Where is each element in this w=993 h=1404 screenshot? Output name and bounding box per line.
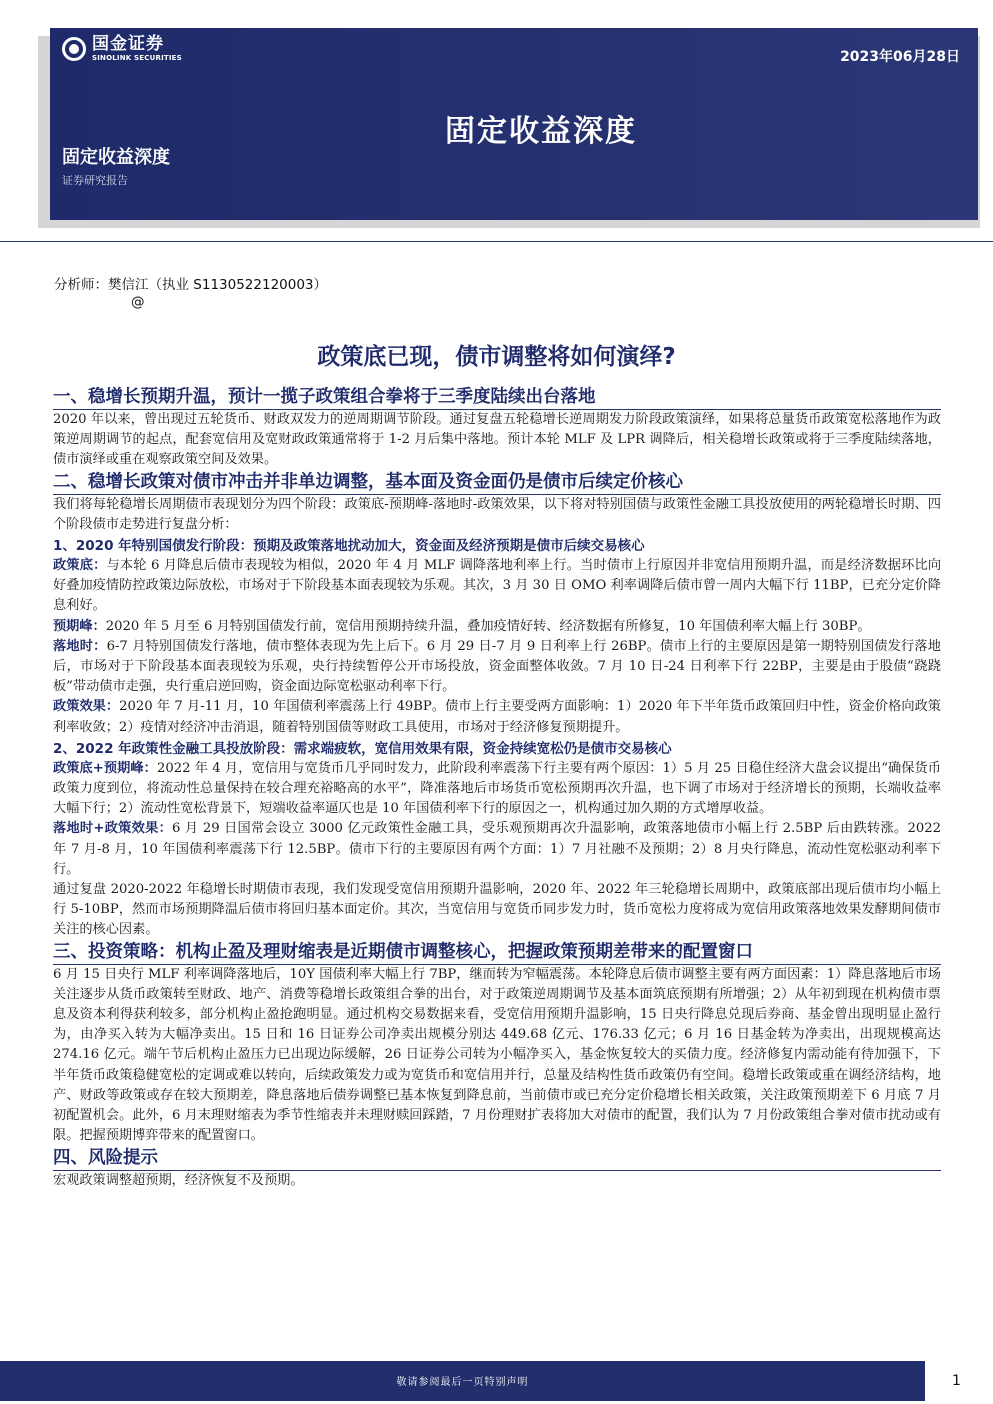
section-heading: 三、投资策略：机构止盈及理财缩表是近期债市调整核心，把握政策预期差带来的配置窗口: [53, 941, 941, 965]
paragraph: 2020 年以来，曾出现过五轮货币、财政双发力的逆周期调节阶段。通过复盘五轮稳增长逆周期发力阶段政策演绎，如果将总量货币政策宽松落地作为政策逆周期调节的起点，配套宽信用及宽财政政策通常将于 1-2 月后集中落地。预计本轮 MLF 及 LPR 调降后，相关稳增长政策或将于三季度陆续落地，债市演绎或重在观察政策空间及效果。: [53, 412, 941, 468]
logo-name-cn: 国金证券: [92, 34, 164, 54]
report-header-banner: [50, 28, 978, 220]
page-number: 1: [952, 1373, 961, 1389]
company-logo: [62, 36, 182, 62]
paragraph: 我们将每轮稳增长周期债市表现划分为四个阶段：政策底-预期峰-落地时-政策效果，以下将对特别国债与政策性金融工具投放使用的两轮稳增长时期、四个阶段债市走势进行复盘分析：: [53, 496, 941, 532]
logo-circle-icon: [62, 37, 86, 61]
document-title: 政策底已现，债市调整将如何演绎?: [317, 344, 676, 370]
footer-disclaimer-note: 敬请参阅最后一页特别声明: [396, 1377, 529, 1388]
header-divider: [0, 241, 993, 242]
section-heading: 四、风险提示: [53, 1147, 941, 1171]
paragraph: 宏观政策调整超预期，经济恢复不及预期。: [53, 1172, 304, 1188]
report-subtitle: 固定收益深度: [62, 147, 170, 168]
paragraph: 政策底：与本轮 6 月降息后债市表现较为相似，2020 年 4 月 MLF 调降落地利率上行。当时债市上行原因并非宽信用预期升温，而是经济数据环比向好叠加疫情防控政策边际放松，市场对于下阶段基本面表现较为乐观。其次，3 月 30 日 OMO 利率调降后债市曾一周内大幅下行 11BP，已充分定价降息利好。: [53, 558, 942, 614]
subsection-heading: 2、2022 年政策性金融工具投放阶段：需求端疲软，宽信用效果有限，资金持续宽松仍是债市交易核心: [53, 740, 672, 757]
analyst-info: 分析师：樊信江（执业 S1130522120003）: [54, 277, 328, 293]
paragraph: 6 月 15 日央行 MLF 利率调降落地后，10Y 国债利率大幅上行 7BP，继而转为窄幅震荡。本轮降息后债市调整主要有两方面因素：1）降息落地后市场关注逐步从货币政策转至财政、地产、消费等稳增长政策组合拳的出台，对于政策逆周期调节及基本面筑底预期有所增强；2）从年初到现在机构债市票息及资本利得获利较多，部分机构止盈抢跑明显。通过机构交易数据来看，受宽信用预期升温影响，15 日央行降息兑现后券商、基金曾出现明显止盈行为，由净买入转为大幅净卖出。15 日和 16 日证券公司净卖出规模分别达 449.68 亿元、176.33 亿元；6 月 16 日基金转为净卖出，出现规模高达 274.16 亿元。端午节后机构止盈压力已出现边际缓解，26 日证券公司转为小幅净买入，基金恢复较大的买债力度。经济修复内需动能有待加强下，下半年货币政策稳健宽松的定调或难以转向，后续政策发力或为宽货币和宽信用并行，总量及结构性货币政策仍有空间。稳增长政策或重在调经济结构，地产、财政等政策或存在较大预期差，降息落地后债券调整已基本恢复到降息前，当前债市或已充分定价稳增长相关政策，关注政策预期差下 6 月底 7 月初配置机会。此外，6 月末理财缩表为季节性缩表并未理财赎回踩踏，7 月份理财扩表将加大对债市的配置，我们认为 7 月份政策组合拳对债市扰动或有限。把握预期博弈带来的配置窗口。: [53, 966, 941, 1144]
analyst-email: @: [131, 294, 145, 310]
paragraph: 通过复盘 2020-2022 年稳增长时期债市表现，我们发现受宽信用预期升温影响，2020 年、2022 年三轮稳增长周期中，政策底部出现后债市均小幅上行 5-10BP，然而市场预期降温后债市将回归基本面定价。其次，当宽信用与宽货币同步发力时，货币宽松力度将成为宽信用政策落地效果发酵期间债市关注的核心因素。: [53, 882, 941, 938]
logo-name-en: SINOLINK SECURITIES: [92, 54, 182, 62]
paragraph: 预期峰：2020 年 5 月至 6 月特别国债发行前，宽信用预期持续升温，叠加疫情好转、经济数据有所修复，10 年国债利率大幅上行 30BP。: [53, 618, 871, 634]
section-heading: 一、稳增长预期升温，预计一揽子政策组合拳将于三季度陆续出台落地: [53, 386, 941, 410]
paragraph: 政策效果：2020 年 7 月-11 月，10 年国债利率震荡上行 49BP。债市上行主要受两方面影响：1）2020 年下半年货币政策回归中性，资金价格向政策利率收敛；2）疫情对经济冲击消退，随着特别国债等财政工具使用，市场对于经济修复预期提升。: [53, 699, 941, 735]
subsection-heading: 1、2020 年特别国债发行阶段：预期及政策落地扰动加大，资金面及经济预期是债市后续交易核心: [53, 538, 645, 555]
report-date: 2023年06月28日: [840, 49, 960, 65]
paragraph: 政策底+预期峰：2022 年 4 月，宽信用与宽货币几乎同时发力，此阶段利率震荡下行主要有两个原因：1）5 月 25 日稳住经济大盘会议提出“确保货币政策力度到位，将流动性总量保持在较合理充裕略高的水平”，降准落地后市场货币宽松预期再次升温，也下调了市场对于经济增长的预期，长端收益率大幅下行；2）流动性宽松背景下，短端收益率逼仄也是 10 年国债利率下行的原因之一，机构通过加久期的方式增厚收益。: [53, 760, 941, 817]
report-body: [53, 386, 941, 1191]
section-heading: 二、稳增长政策对债市冲击并非单边调整，基本面及资金面仍是债市后续定价核心: [53, 471, 941, 495]
paragraph: 落地时：6-7 月特别国债发行落地，债市整体表现为先上后下。6 月 29 日-7 月 9 日利率上行 26BP。债市上行的主要原因是第一期特别国债发行落地后，市场对于下阶段基本面表现较为乐观，央行持续暂停公开市场投放，资金面整体收敛。7 月 10 日-24 日利率下行 22BP，主要是由于股债“跷跷板”带动债市走强，央行重启逆回购，资金面边际宽松驱动利率下行。: [53, 638, 941, 695]
report-type: 证券研究报告: [62, 174, 128, 187]
paragraph: 落地时+政策效果：6 月 29 日国常会设立 3000 亿元政策性金融工具，受乐观预期再次升温影响，政策落地债市小幅上行 2.5BP 后由跌转涨。2022 年 7 月-8 月，10 年国债利率震荡下行 12.5BP。债市下行的主要原因有两个方面：1）7 月社融不及预期；2）8 月央行降息，流动性宽松驱动利率下行。: [53, 821, 941, 877]
report-category-title: 固定收益深度: [445, 114, 637, 149]
